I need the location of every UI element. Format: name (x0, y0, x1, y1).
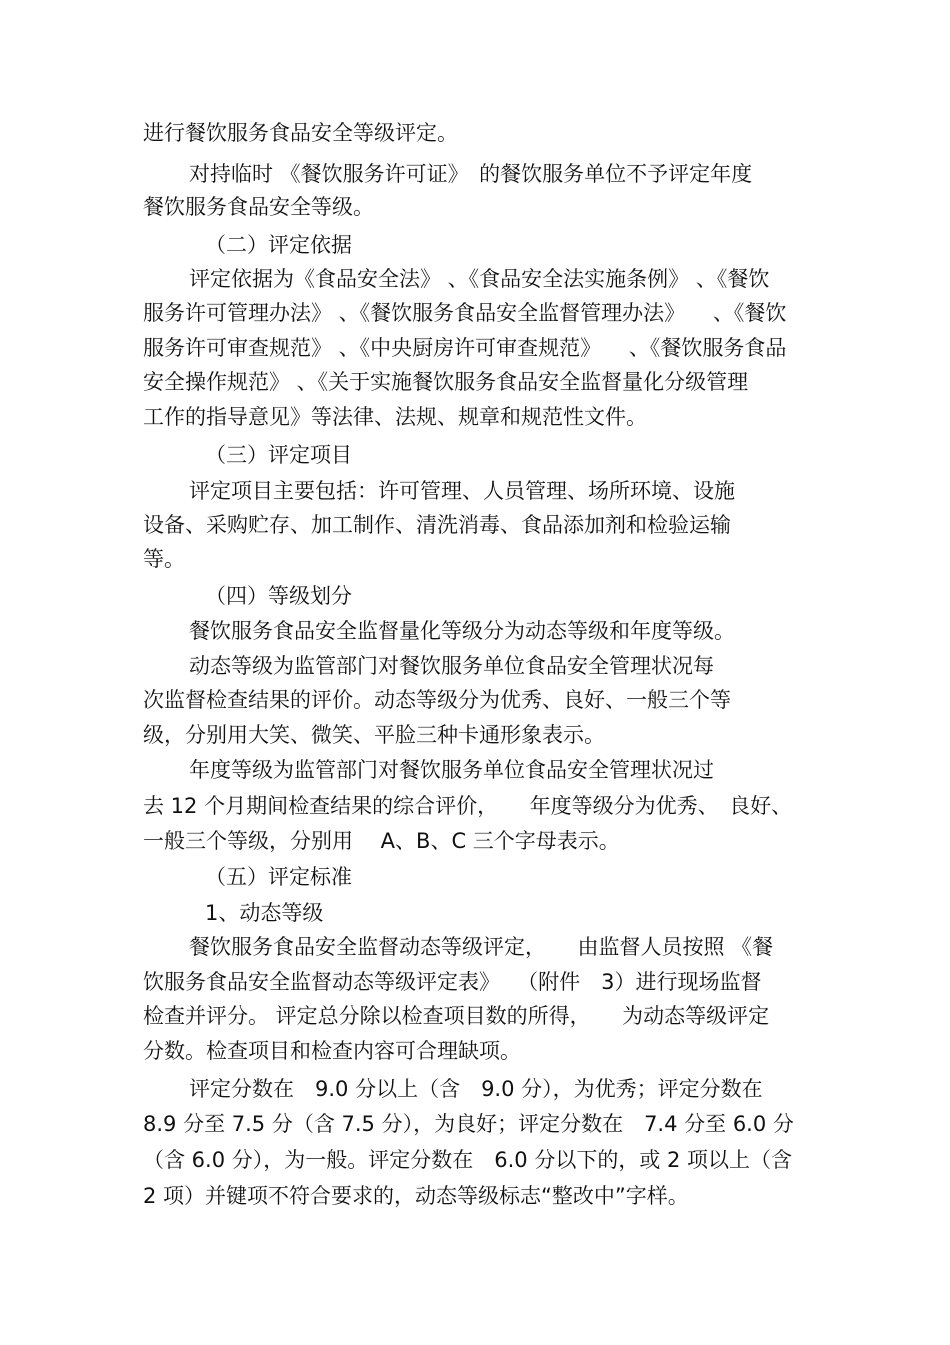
text-line: 评定依据为《食品安全法》 、《食品安全法实施条例》 、《餐饮 (189, 267, 770, 291)
text-line: 年度等级为监管部门对餐饮服务单位食品安全管理状况过 (189, 758, 714, 782)
section-heading: （五）评定标准 (205, 865, 352, 889)
text-line: 餐饮服务食品安全监督量化等级分为动态等级和年度等级。 (189, 619, 735, 643)
text-line: 去 12 个月期间检查结果的综合评价， 年度等级分为优秀、 良好、 (143, 794, 793, 818)
section-heading: （二）评定依据 (205, 233, 352, 257)
text-line: 餐饮服务食品安全监督动态等级评定， 由监督人员按照 《餐 (189, 935, 774, 959)
text-line: 等。 (143, 547, 185, 571)
text-line: 服务许可审查规范》 、《中央厨房许可审查规范》 、《餐饮服务食品 (143, 336, 787, 360)
text-line: 设备、采购贮存、加工制作、清洗消毒、食品添加剂和检验运输 (143, 513, 731, 537)
text-line: （含 6.0 分），为一般。评定分数在 6.0 分以下的，或 2 项以上（含 (143, 1148, 793, 1172)
text-line: 安全操作规范》 、《关于实施餐饮服务食品安全监督量化分级管理 (143, 370, 749, 394)
text-line: 进行餐饮服务食品安全等级评定。 (143, 121, 458, 145)
text-line: 8.9 分至 7.5 分（含 7.5 分），为良好；评定分数在 7.4 分至 6.0 分 (143, 1112, 794, 1136)
sub-heading: 1、动态等级 (205, 901, 324, 925)
text-line: 服务许可管理办法》 、《餐饮服务食品安全监督管理办法》 、《餐饮 (143, 301, 787, 325)
section-heading: （三）评定项目 (205, 443, 352, 467)
text-line: 级，分别用大笑、微笑、平脸三种卡通形象表示。 (143, 723, 605, 747)
text-line: 餐饮服务食品安全等级。 (143, 195, 374, 219)
text-line: 对持临时 《餐饮服务许可证》 的餐饮服务单位不予评定年度 (189, 162, 753, 186)
text-line: 评定分数在 9.0 分以上（含 9.0 分），为优秀；评定分数在 (189, 1077, 763, 1101)
text-line: 一般三个等级，分别用 A、B、C 三个字母表示。 (143, 829, 620, 853)
text-line: 检查并评分。 评定总分除以检查项目数的所得， 为动态等级评定 (143, 1004, 770, 1028)
text-line: 2 项）并键项不符合要求的，动态等级标志“整改中”字样。 (143, 1184, 689, 1208)
text-line: 次监督检查结果的评价。动态等级分为优秀、良好、一般三个等 (143, 688, 731, 712)
text-line: 饮服务食品安全监督动态等级评定表》 （附件 3）进行现场监督 (143, 970, 762, 994)
text-line: 评定项目主要包括：许可管理、人员管理、场所环境、设施 (189, 479, 735, 503)
text-line: 分数。检查项目和检查内容可合理缺项。 (143, 1039, 521, 1063)
text-line: 工作的指导意见》等法律、法规、规章和规范性文件。 (143, 405, 647, 429)
section-heading: （四）等级划分 (205, 584, 352, 608)
text-line: 动态等级为监管部门对餐饮服务单位食品安全管理状况每 (189, 654, 714, 678)
